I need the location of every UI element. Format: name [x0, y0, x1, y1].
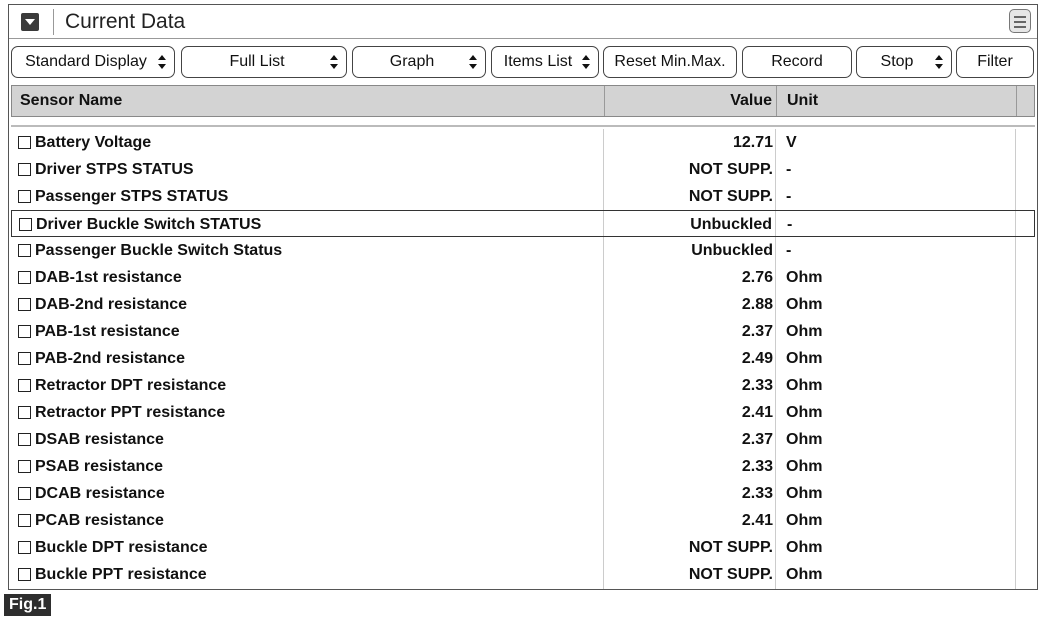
- table-row[interactable]: [11, 129, 1035, 156]
- sensor-unit: Ohm: [786, 323, 823, 340]
- sensor-value: 2.49: [741, 350, 773, 367]
- sensor-value: 2.41: [741, 404, 773, 421]
- items-list-label: Items List: [503, 53, 573, 70]
- sensor-unit: Ohm: [786, 377, 823, 394]
- standard-display-label: Standard Display: [25, 53, 147, 70]
- sensor-unit: Ohm: [786, 404, 823, 421]
- table-row[interactable]: [11, 507, 1035, 534]
- toolbar: [9, 43, 1037, 81]
- sensor-value: NOT SUPP.: [688, 566, 773, 583]
- header-separator: [11, 119, 1035, 127]
- row-checkbox[interactable]: [18, 271, 31, 284]
- row-checkbox[interactable]: [18, 163, 31, 176]
- sensor-value: NOT SUPP.: [688, 161, 773, 178]
- sensor-value: 2.33: [741, 377, 773, 394]
- reset-min-max-button[interactable]: [603, 46, 737, 78]
- table-row[interactable]: [11, 426, 1035, 453]
- sensor-value: NOT SUPP.: [688, 539, 773, 556]
- row-checkbox[interactable]: [18, 298, 31, 311]
- sensor-name: Buckle PPT resistance: [35, 566, 207, 583]
- table-row[interactable]: [11, 372, 1035, 399]
- record-label: Record: [771, 53, 823, 70]
- sensor-unit: Ohm: [786, 539, 823, 556]
- table-row[interactable]: [11, 291, 1035, 318]
- header-divider: [776, 86, 777, 116]
- stop-select[interactable]: [856, 46, 952, 78]
- table-row[interactable]: [11, 480, 1035, 507]
- sensor-name: DAB-2nd resistance: [35, 296, 188, 313]
- table-row[interactable]: [11, 264, 1035, 291]
- current-data-panel: [8, 4, 1038, 590]
- row-checkbox[interactable]: [18, 352, 31, 365]
- sensor-name: DSAB resistance: [35, 431, 164, 448]
- sensor-unit: -: [787, 216, 793, 233]
- sensor-value: 2.33: [741, 485, 773, 502]
- header-value[interactable]: Value: [730, 92, 772, 109]
- menu-icon[interactable]: [1009, 9, 1031, 33]
- graph-label: Graph: [389, 53, 435, 70]
- sensor-unit: Ohm: [786, 512, 823, 529]
- select-arrows-icon: [158, 55, 166, 69]
- sensor-name: PAB-2nd resistance: [35, 350, 185, 367]
- sensor-name: Driver Buckle Switch STATUS: [36, 216, 262, 233]
- table-header: [11, 85, 1035, 117]
- title-bar: [9, 5, 1037, 39]
- sensor-name: Battery Voltage: [35, 134, 152, 151]
- table-row[interactable]: [11, 534, 1035, 561]
- select-arrows-icon: [582, 55, 590, 69]
- sensor-value: Unbuckled: [690, 216, 772, 233]
- row-checkbox[interactable]: [18, 568, 31, 581]
- sensor-value: 2.41: [741, 512, 773, 529]
- row-checkbox[interactable]: [18, 406, 31, 419]
- sensor-name: Passenger STPS STATUS: [35, 188, 229, 205]
- graph-select[interactable]: [352, 46, 486, 78]
- sensor-name: Driver STPS STATUS: [35, 161, 194, 178]
- sensor-value: 2.88: [741, 296, 773, 313]
- row-checkbox[interactable]: [18, 514, 31, 527]
- filter-label: Filter: [977, 53, 1013, 70]
- row-checkbox[interactable]: [18, 136, 31, 149]
- panel-title: Current Data: [65, 10, 186, 33]
- sensor-name: PCAB resistance: [35, 512, 164, 529]
- sensor-unit: Ohm: [786, 485, 823, 502]
- sensor-table-body: [11, 129, 1035, 589]
- table-row[interactable]: [11, 237, 1035, 264]
- sensor-value: Unbuckled: [691, 242, 773, 259]
- record-button[interactable]: [742, 46, 852, 78]
- row-checkbox[interactable]: [18, 487, 31, 500]
- header-divider: [604, 86, 605, 116]
- stop-label: Stop: [880, 53, 914, 70]
- sensor-name: Retractor PPT resistance: [35, 404, 226, 421]
- sensor-name: DAB-1st resistance: [35, 269, 182, 286]
- table-row[interactable]: [11, 399, 1035, 426]
- full-list-label: Full List: [229, 53, 285, 70]
- row-checkbox[interactable]: [19, 218, 32, 231]
- sensor-name: DCAB resistance: [35, 485, 165, 502]
- table-row[interactable]: [11, 318, 1035, 345]
- reset-min-max-label: Reset Min.Max.: [614, 53, 726, 70]
- sensor-value: 2.76: [741, 269, 773, 286]
- table-row[interactable]: [11, 156, 1035, 183]
- sensor-value: 2.37: [741, 323, 773, 340]
- select-arrows-icon: [469, 55, 477, 69]
- sensor-value: NOT SUPP.: [688, 188, 773, 205]
- sensor-unit: Ohm: [786, 566, 823, 583]
- select-arrows-icon: [935, 55, 943, 69]
- sensor-value: 2.37: [741, 431, 773, 448]
- sensor-unit: -: [786, 188, 792, 205]
- table-row[interactable]: [11, 561, 1035, 588]
- standard-display-select[interactable]: [11, 46, 175, 78]
- row-checkbox[interactable]: [18, 244, 31, 257]
- row-checkbox[interactable]: [18, 325, 31, 338]
- row-checkbox[interactable]: [18, 433, 31, 446]
- table-row[interactable]: [11, 453, 1035, 480]
- filter-button[interactable]: [956, 46, 1034, 78]
- sensor-name: Passenger Buckle Switch Status: [35, 242, 283, 259]
- sensor-unit: Ohm: [786, 431, 823, 448]
- figure-caption: Fig.1: [4, 594, 51, 616]
- header-sensor-name[interactable]: Sensor Name: [20, 92, 123, 109]
- row-checkbox[interactable]: [18, 190, 31, 203]
- row-checkbox[interactable]: [18, 379, 31, 392]
- table-row[interactable]: [11, 210, 1035, 237]
- row-checkbox[interactable]: [18, 541, 31, 554]
- sensor-unit: V: [786, 134, 797, 151]
- sensor-name: Buckle DPT resistance: [35, 539, 208, 556]
- sensor-value: 2.33: [741, 458, 773, 475]
- sensor-name: PAB-1st resistance: [35, 323, 180, 340]
- sensor-value: 12.71: [732, 134, 773, 151]
- sensor-name: Retractor DPT resistance: [35, 377, 227, 394]
- collapse-arrow-icon[interactable]: [21, 13, 39, 31]
- table-row[interactable]: [11, 183, 1035, 210]
- full-list-select[interactable]: [181, 46, 347, 78]
- header-divider: [1016, 86, 1017, 116]
- select-arrows-icon: [330, 55, 338, 69]
- sensor-unit: Ohm: [786, 350, 823, 367]
- sensor-name: PSAB resistance: [35, 458, 164, 475]
- sensor-unit: Ohm: [786, 458, 823, 475]
- sensor-unit: -: [786, 242, 792, 259]
- items-list-select[interactable]: [491, 46, 599, 78]
- table-row[interactable]: [11, 345, 1035, 372]
- sensor-unit: -: [786, 161, 792, 178]
- sensor-unit: Ohm: [786, 269, 823, 286]
- header-unit[interactable]: Unit: [787, 92, 819, 109]
- title-divider: [53, 9, 54, 35]
- sensor-unit: Ohm: [786, 296, 823, 313]
- row-checkbox[interactable]: [18, 460, 31, 473]
